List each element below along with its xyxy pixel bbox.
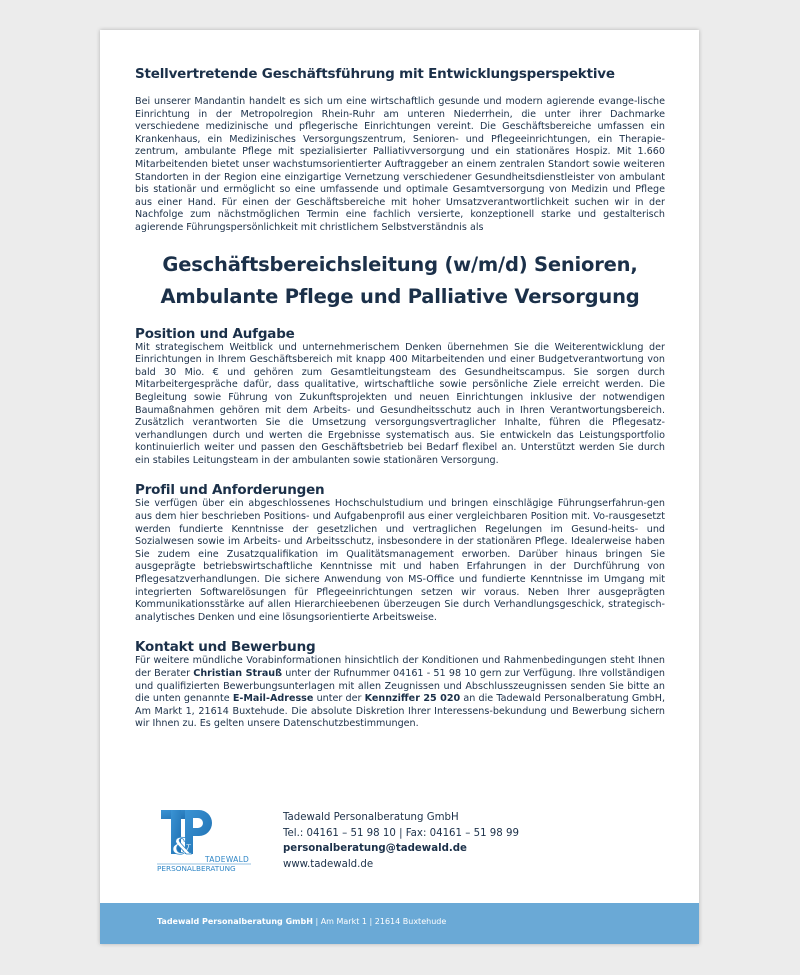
- position-heading: Position und Aufgabe: [135, 325, 295, 342]
- footer-text: [157, 917, 446, 926]
- company-phone-fax: Tel.: 04161 – 51 98 10 | Fax: 04161 – 51 98 99: [283, 827, 519, 839]
- position-section: [135, 327, 665, 468]
- profile-paragraph: Sie verfügen über ein abgeschlossenes Hochschulstudium und bringen einschlägige Führungserfahrun-gen aus dem hier beschrieben Positions- und Aufgabenprofil aus einer vergleichbaren Position mit. Vo-rausgesetzt werden fundierte Kenntnisse der gesetzlichen und vertraglichen Regelungen im Gesund-heits- und Sozialwesen sowie im Arbeits- und Arbeitsschutz, insbesondere in der stationären Pflege. Idealerweise haben Sie zudem eine Zusatzqualifikation im Qualitätsmanagement erworben. Darüber hinaus bringen Sie ausgeprägte betriebswirtschaftliche Kenntnisse mit und haben Erfahrungen in der Durchführung von Pflegesatzverhandlungen. Die sichere Anwendung von MS-Office und fundierte Kenntnisse im Umgang mit integrierten Softwarelösungen für Pflegeeinrichtungen setzen wir voraus. Neben Ihrer ausgeprägten Kommunikationsstärke auf allen Hierarchieebenen überzeugen Sie durch Verhandlungsgeschick, strategisch-analytisches Denken und eine lösungsorientierte Arbeitsweise.: [135, 498, 665, 623]
- logo-line-2: PERSONALBERATUNG: [157, 864, 236, 872]
- contact-paragraph: [135, 655, 665, 731]
- company-email-link[interactable]: personalberatung@tadewald.de: [283, 843, 467, 854]
- reference-number: Kennziffer 25 020: [364, 693, 461, 705]
- job-title-line-1: Geschäftsbereichsleitung (w/m/d) Senioren,: [162, 252, 638, 276]
- company-website-link[interactable]: www.tadewald.de: [283, 858, 374, 870]
- logo-line-1: TADEWALD: [205, 855, 250, 864]
- position-paragraph: Mit strategischem Weitblick und unternehmerischem Denken übernehmen Sie die Weiterentwicklung der Einrichtungen in Ihrem Geschäftsbereich mit knapp 400 Mitarbeitenden und einer Budgetverantwortung von bald 30 Mio. € und gehören zum Gesamtleitungsteam des Gesundheitscampus. Sie sorgen durch Mitarbeitergespräche dafür, dass qualitative, wirtschaftliche sowie persönliche Ziele erreicht werden. Die Begleitung sowie Führung von Zukunftsprojekten und neuen Einrichtungen inklusive der notwendigen Baumaßnahmen gehören mit dem Arbeits- und Gesundheitsschutz auch in Ihren Verantwortungsbereich. Zusätzlich verantworten Sie die Umsetzung versorgungsvertraglicher Inhalte, führen die Pflegesatz-verhandlungen durch und werten die Ergebnisse systematisch aus. Sie entwickeln das Leistungsportfolio kontinuierlich weiter und passen den Geschäftsbetrieb bei Bedarf flexibel an. Unterstützt werden Sie durch ein stabiles Leitungsteam in der ambulanten sowie stationären Versorgung.: [135, 341, 665, 466]
- contact-text-4: an die Tadewald Personalberatung GmbH, Am Markt 1, 21614 Buxtehude. Die absolute Diskretion Ihrer Interessens-bekundung und Bewerbung sichern wir Ihnen zu. Es gelten unsere Datenschutzbestimmungen.: [135, 693, 666, 730]
- job-title: [135, 249, 665, 313]
- contact-text-2: unter der Rufnummer 04161 - 51 98 10 gern zur Verfügung. Ihre vollständigen und qualifizierten Bewerbungsunterlagen mit allen Zeugnissen und Abschlusszeugnissen senden Sie bitte an die unten genannte: [135, 668, 665, 705]
- contact-text-3: unter der: [313, 693, 365, 705]
- svg-text:&: &: [172, 834, 192, 860]
- company-name: Tadewald Personalberatung GmbH: [283, 812, 459, 823]
- footer-company: Tadewald Personalberatung GmbH: [157, 917, 313, 926]
- job-title-line-2: Ambulante Pflege und Palliative Versorgung: [160, 284, 640, 308]
- contact-heading: Kontakt und Bewerbung: [135, 639, 316, 656]
- footer-address: | Am Markt 1 | 21614 Buxtehude: [312, 917, 447, 926]
- contact-text-1: Für weitere mündliche Vorabinformationen hinsichtlich der Konditionen und Rahmenbedingungen steht Ihnen der Berater: [135, 655, 665, 679]
- footer-bar: [100, 903, 699, 944]
- contact-section: [135, 640, 665, 731]
- profile-section: [135, 483, 665, 624]
- advisor-name: Christian Strauß: [193, 668, 283, 679]
- email-label: E-Mail-Adresse: [232, 693, 314, 705]
- company-contact-block: [283, 810, 519, 872]
- intro-title: Stellvertretende Geschäftsführung mit Entwicklungsperspektive: [135, 66, 615, 82]
- intro-paragraph: Bei unserer Mandantin handelt es sich um eine wirtschaftlich gesunde und modern agierende evange-lische Einrichtung in der Metropolregion Rhein-Ruhr am unteren Niederrhein, die unter ihrer Dachmarke verschiedene medizinische und pflegerische Einrichtungen vereint. Die Geschäftsbereiche umfassen ein Krankenhaus, ein Medizinisches Versorgungszentrum, Senioren- und Pflegeeinrichtungen, ein Therapie-zentrum, ambulante Pflege mit spezialisierter Palliativversorgung und ein stationäres Hospiz. Mit 1.660 Mitarbeitenden bietet unser wachstumsorientierter Auftraggeber an einem zentralen Standort sowie weiteren Standorten in der Region eine einzigartige Vernetzung verschiedener Gesundheitsdienstleister von ambulant bis stationär und ermöglicht so eine umfassende und optimale Gesamtversorgung von Medizin und Pflege aus einer Hand. Für einen der Geschäftsbereiche mit hoher Umsatzverantwortlichkeit suchen wir in der Nachfolge zum nächstmöglichen Termin eine fachlich versierte, konzeptionell starke und gestalterisch agierende Führungspersönlichkeit mit christlichem Selbstverständnis als: [135, 96, 665, 233]
- document-page: [100, 30, 699, 944]
- profile-heading: Profil und Anforderungen: [135, 482, 325, 499]
- document-content: [135, 66, 665, 747]
- company-logo: [155, 808, 255, 872]
